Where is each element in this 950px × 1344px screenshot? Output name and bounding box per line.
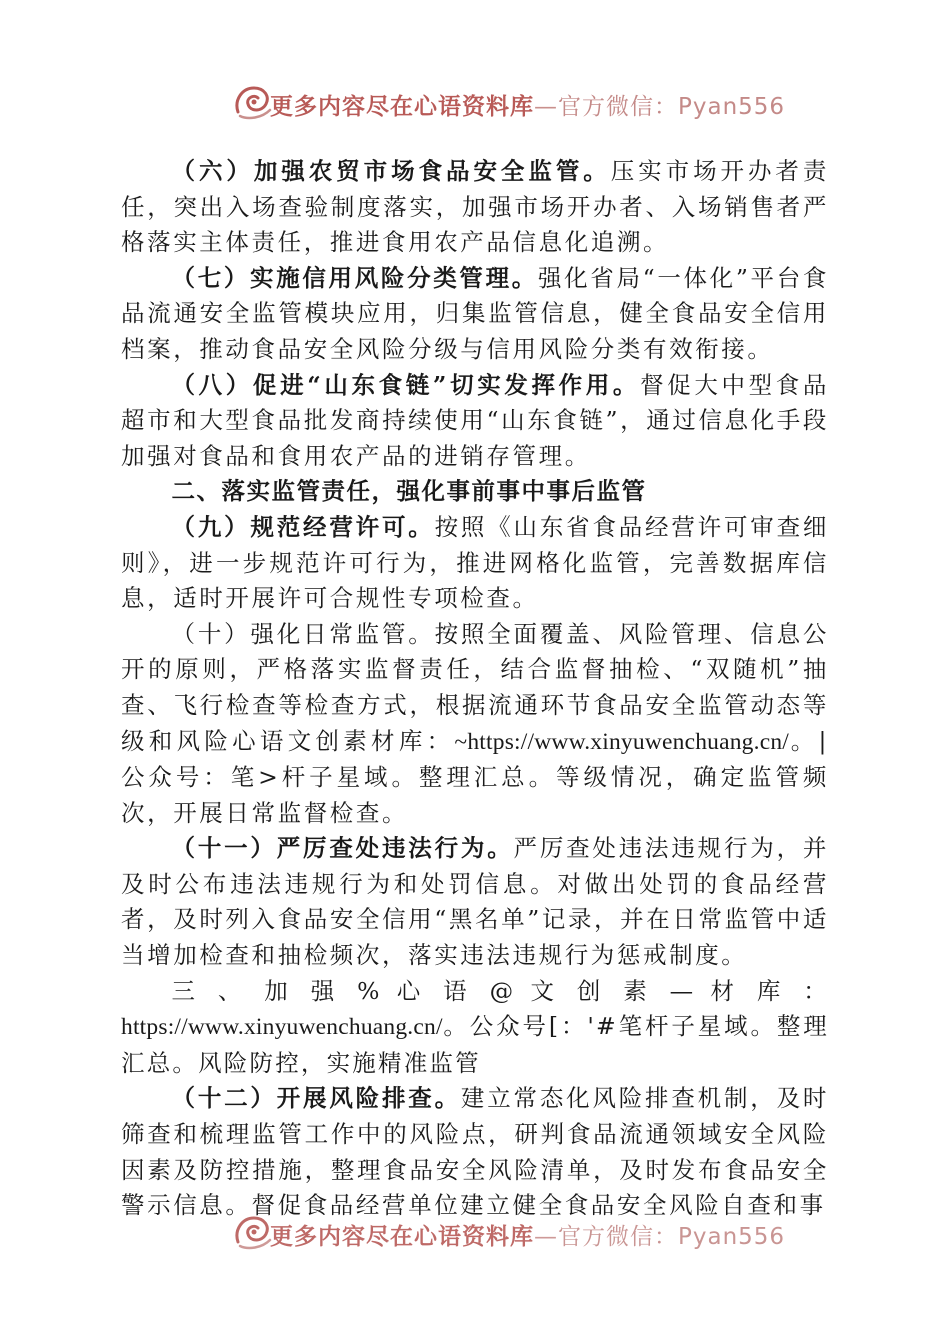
paragraph-6-body: 压实市场开办者责任，突出入场查验制度落实，加强市场开办者、入场销售者严格落实主体责任，推进食用农产品信息化追溯。 [121,157,829,257]
paragraph-9-title: （九）规范经营许可。 [171,512,435,541]
paragraph-12 [121,1081,829,1223]
paragraph-11-body: 严厉查处违法违规行为，并及时公布违法违规行为和处罚信息。对做出处罚的食品经营者，及时列入食品安全信用“黑名单”记录，并在日常监管中适当增加检查和抽检频次，落实违法违规行为惩戒制度。 [121,834,829,970]
paragraph-10-text-a: （十）强化日常监管。按照全面覆盖、风险管理、信息公开的原则，严格落实监督责任，结合监督抽检、“双随机”抽查、飞行检查等检查方式，根据流通环节食品安全监管动态等级和风险心语文创素材库： [121,619,829,755]
paragraph-10 [121,617,829,832]
paragraph-11 [121,831,829,973]
banner-text [270,1218,785,1251]
paragraph-10-url: ~https://www.xinyuwenchuang.cn/ [454,728,790,755]
paragraph-7-body: 强化省局“一体化”平台食品流通安全监管模块应用，归集监管信息，健全食品安全信用档案，推动食品安全风险分级与信用风险分类有效衔接。 [121,263,829,363]
paragraph-7 [121,261,829,368]
section-heading-3-url: https://www.xinyuwenchuang.cn/ [121,1014,443,1041]
paragraph-6-title: （六）加强农贸市场食品安全监管。 [171,157,611,185]
banner-separator: — [534,1224,558,1250]
section-heading-3-text-a: 三 、 加 强 % 心 语 @ 文 创 素 — 材 库 ： [171,976,829,1005]
banner-separator: — [534,94,558,120]
paragraph-8 [121,368,829,475]
paragraph-11-title: （十一）严厉查处违法行为。 [171,834,514,863]
paragraph-8-title: （八）促进“山东食链”切实发挥作用。 [171,370,641,399]
banner-text [270,88,785,121]
banner-main-text: 更多内容尽在心语资料库 [270,94,534,120]
paragraph-12-title: （十二）开展风险排查。 [171,1084,461,1113]
banner-wechat-text: 官方微信：Pyan556 [558,94,786,120]
document-body [121,154,829,1224]
banner-main-text: 更多内容尽在心语资料库 [270,1224,534,1250]
section-heading-2: 二、落实监管责任，强化事前事中事后监管 [171,477,647,506]
footer-watermark-banner [0,1208,950,1258]
paragraph-6 [121,154,829,261]
paragraph-9 [121,510,829,617]
paragraph-7-title: （七）实施信用风险分类管理。 [171,263,538,292]
paragraph-9-body: 按照《山东省食品经营许可审查细则》，进一步规范许可行为，推进网格化监管，完善数据库信息，适时开展许可合规性专项检查。 [121,512,830,613]
header-watermark-banner [0,78,950,128]
paragraph-10-text-b: 。| 公众号：笔>杆子星域。整理汇总。等级情况，确定监管频次，开展日常监督检查。 [121,726,830,827]
section-heading-3-text-b: 。公众号[：'#笔杆子星域。整理汇总。风险防控，实施精准监管 [121,1012,829,1077]
paragraph-8-body: 督促大中型食品超市和大型食品批发商持续使用“山东食链”，通过信息化手段加强对食品和食用农产品的进销存管理。 [121,370,829,470]
section-heading-3 [121,974,829,1082]
paragraph-12-body: 建立常态化风险排查机制，及时筛查和梳理监管工作中的风险点，研判食品流通领域安全风险因素及防控措施，整理食品安全风险清单，及时发布食品安全警示信息。督促食品经营单位建立健全食品安全风险自查和事 [121,1084,829,1220]
banner-wechat-text: 官方微信：Pyan556 [558,1224,786,1250]
